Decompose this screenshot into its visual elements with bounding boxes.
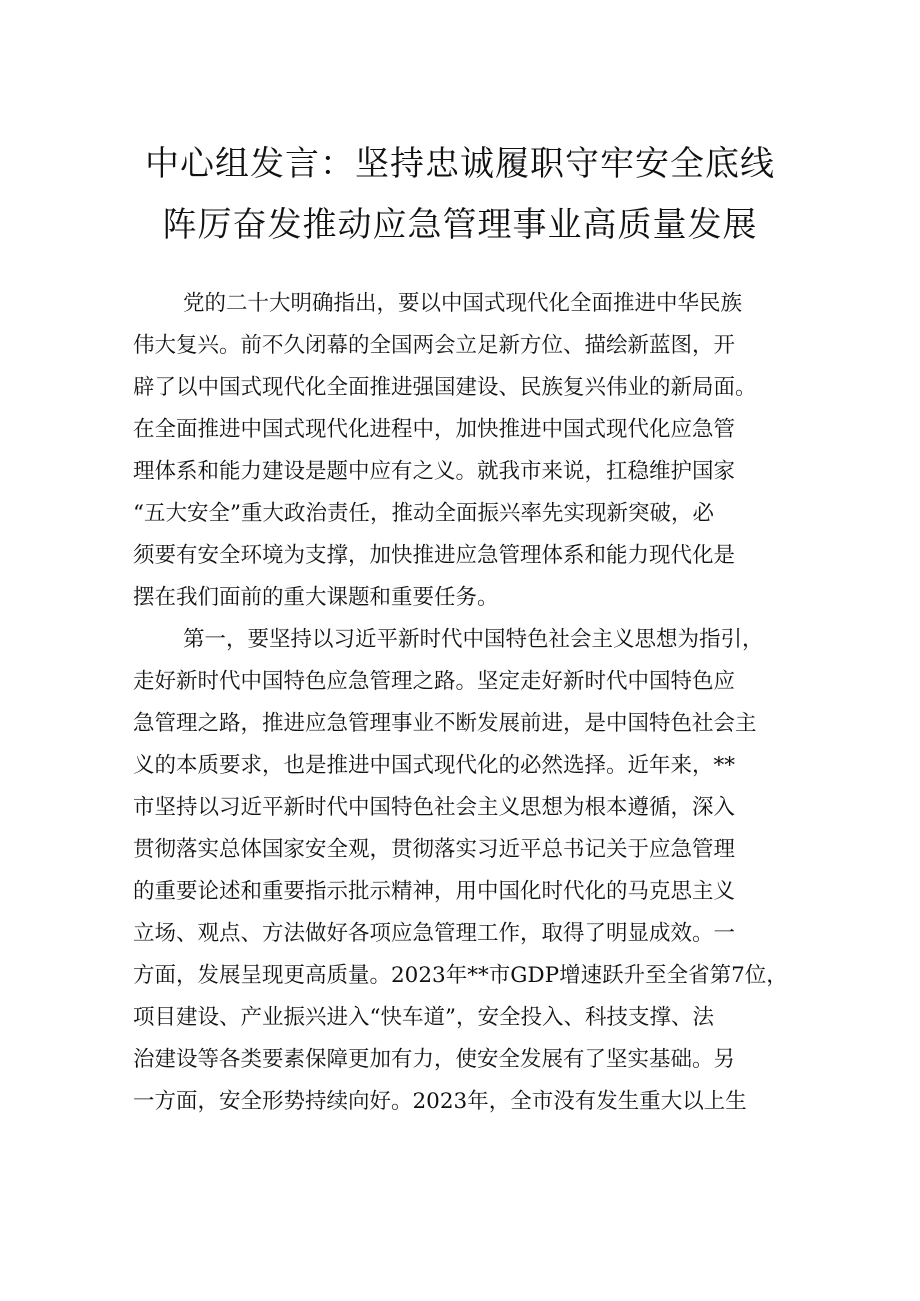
paragraph-line: 贯彻落实总体国家安全观，贯彻落实习近平总书记关于应急管理	[133, 837, 736, 862]
paragraph-line: 辟了以中国式现代化全面推进强国建设、民族复兴伟业的新局面。	[133, 375, 757, 400]
document-title-line-1: 中心组发言：坚持忠诚履职守牢安全底线	[145, 144, 775, 184]
paragraph-line: 走好新时代中国特色应急管理之路。坚定走好新时代中国特色应	[133, 669, 736, 694]
paragraph-line: 理体系和能力建设是题中应有之义。就我市来说，扛稳维护国家	[133, 459, 736, 484]
document-title-line-2: 阵厉奋发推动应急管理事业高质量发展	[162, 205, 758, 245]
document-body	[133, 286, 798, 1286]
paragraph-line: 急管理之路，推进应急管理事业不断发展前进，是中国特色社会主	[133, 711, 757, 736]
paragraph-line: 一方面，安全形势持续向好。2023年，全市没有发生重大以上生	[133, 1089, 747, 1114]
paragraph-line: 须要有安全环境为支撑，加快推进应急管理体系和能力现代化是	[133, 543, 736, 568]
paragraph-line: 立场、观点、方法做好各项应急管理工作，取得了明显成效。一	[133, 921, 736, 946]
paragraph-line: 项目建设、产业振兴进入“快车道”，安全投入、科技支撑、法	[133, 1005, 714, 1030]
paragraph-line: 党的二十大明确指出，要以中国式现代化全面推进中华民族	[183, 291, 743, 316]
paragraph-line: 伟大复兴。前不久闭幕的全国两会立足新方位、描绘新蓝图，开	[133, 333, 736, 358]
paragraph-line: 第一，要坚持以习近平新时代中国特色社会主义思想为指引，	[183, 627, 764, 652]
paragraph-line: 市坚持以习近平新时代中国特色社会主义思想为根本遵循，深入	[133, 795, 736, 820]
paragraph-line: 摆在我们面前的重大课题和重要任务。	[133, 585, 499, 610]
paragraph-line: 在全面推进中国式现代化进程中，加快推进中国式现代化应急管	[133, 417, 736, 442]
paragraph-line: 义的本质要求，也是推进中国式现代化的必然选择。近年来，**	[133, 753, 736, 778]
paragraph-line: 的重要论述和重要指示批示精神，用中国化时代化的马克思主义	[133, 879, 736, 904]
paragraph-line: “五大安全”重大政治责任，推动全面振兴率先实现新突破，必	[133, 501, 714, 526]
paragraph-line: 治建设等各类要素保障更加有力，使安全发展有了坚实基础。另	[133, 1047, 736, 1072]
paragraph-line: 方面，发展呈现更高质量。2023年**市GDP增速跃升至全省第7位，	[133, 963, 788, 988]
